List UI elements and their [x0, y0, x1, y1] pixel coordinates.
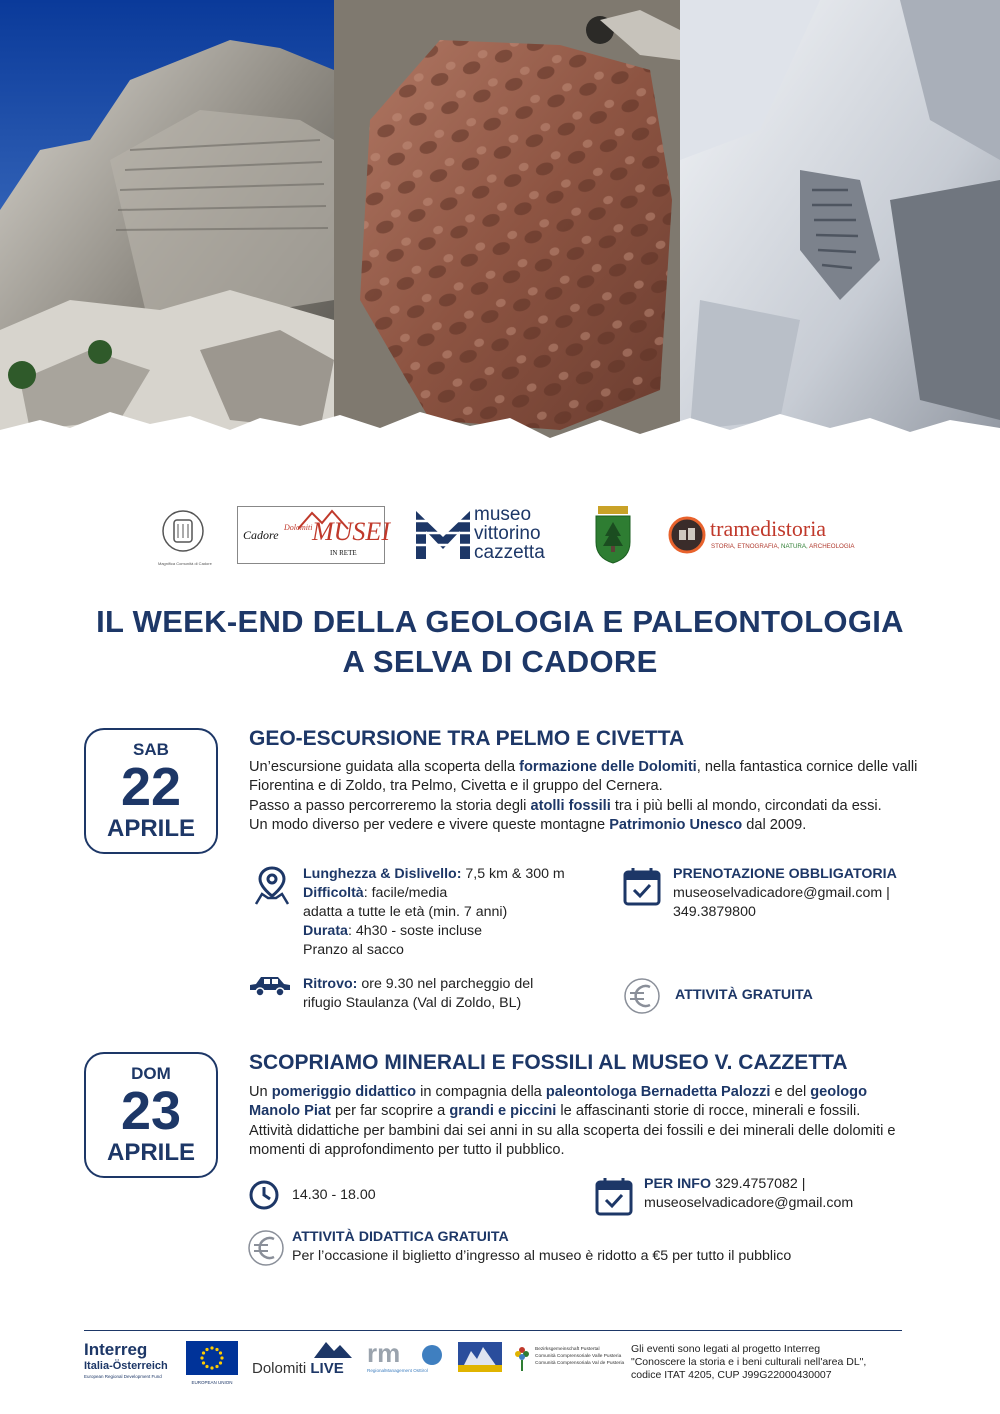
title-line-2: A SELVA DI CADORE — [342, 644, 658, 679]
pustertal-flower-icon — [513, 1344, 531, 1372]
event2-month: APRILE — [106, 1139, 195, 1166]
event2-info-email[interactable]: museoselvadicadore@gmail.com — [644, 1195, 854, 1211]
event2-day-name: DOM — [131, 1064, 171, 1083]
bezirksgemeinschaft-logo: Bezirksgemeinschaft Pustertal Comunità Comprensoriale Valle Pusteria Comunità Comprensoriala Val de Pusteria — [513, 1342, 625, 1376]
interreg-logo: Interreg Italia-Österreich European Regional Development Fund — [84, 1340, 168, 1379]
event1-month: APRILE — [106, 815, 195, 842]
map-pin-icon — [252, 866, 292, 906]
magnifica-comunita-logo: Magnifica Comunità di Cadore — [158, 506, 208, 564]
event1-booking: PRENOTAZIONE OBBLIGATORIA museoselvadicadore@gmail.com | 349.3879800 — [673, 865, 933, 922]
regionalmanagement-logo: rm RegionalManagement Osttirol — [367, 1342, 447, 1376]
euro-icon — [622, 976, 662, 1016]
footer-divider — [84, 1330, 902, 1331]
event2-free: ATTIVITÀ DIDATTICA GRATUITA Per l’occasione il biglietto d’ingresso al museo è ridotto a €5 per tutto il pubblico — [292, 1229, 792, 1264]
event2-heading: SCOPRIAMO MINERALI E FOSSILI AL MUSEO V. CAZZETTA — [249, 1051, 848, 1074]
rm-circle-icon — [421, 1344, 443, 1366]
event1-day-number: 22 — [120, 757, 182, 817]
event1-heading: GEO-ESCURSIONE TRA PELMO E CIVETTA — [249, 727, 685, 750]
page-title — [40, 602, 960, 682]
photo-center — [334, 0, 680, 470]
eu-logo: EUROPEAN UNION — [186, 1341, 238, 1385]
event2-day-number: 23 — [120, 1081, 182, 1141]
eu-flag-icon — [186, 1341, 238, 1375]
dolomiti-live-logo: Dolomiti LIVE — [252, 1342, 356, 1378]
event1-day-name: SAB — [133, 740, 169, 759]
footer-note: Gli eventi sono legati al progetto Interreg "Conoscere la storia e i beni culturali nell'area DL", codice ITAT 4205, CUP J99G22000430007 — [631, 1343, 867, 1381]
museo-m-icon — [414, 507, 472, 563]
event1-booking-email[interactable]: museoselvadicadore@gmail.com | — [673, 885, 890, 901]
event2-description: Un pomeriggio didattico in compagnia della paleontologa Bernadetta Palozzi e del geologo Manolo Piat per far scoprire a grandi e piccini le affascinanti storie di rocce, minerali e fossili. Attività didattiche per bambini dai sei anni in su alla scoperta dei fossili e dei minerali delle dolomiti e momenti di approfondimento per tutto il pubblico. — [249, 1084, 896, 1159]
event1-booking-phone: 349.3879800 — [673, 904, 756, 920]
trame-circle-icon — [668, 516, 706, 554]
clock-icon — [248, 1179, 280, 1211]
event2-time: 14.30 - 18.00 — [292, 1187, 376, 1203]
tramedistoria-logo: tramedistoria STORIA, ETNOGRAFIA, NATURA, ARCHEOLOGIA — [668, 514, 848, 556]
musei-in-rete-logo: Cadore Dolomiti MUSEI IN RETE — [237, 506, 385, 564]
photo-left — [0, 0, 334, 470]
car-icon — [248, 974, 292, 998]
title-line-1: IL WEEK-END DELLA GEOLOGIA E PALEONTOLOGIA — [96, 604, 904, 639]
event2-info: PER INFO 329.4757082 | museoselvadicadore@gmail.com — [644, 1175, 944, 1213]
event1-date-box — [84, 728, 218, 854]
dolomiti-mountain-icon — [314, 1342, 352, 1358]
photo-right — [680, 0, 1000, 470]
event2-date-box — [84, 1052, 218, 1178]
crest-icon — [158, 506, 208, 556]
header-photo-strip — [0, 0, 1000, 470]
selva-coat-of-arms-icon — [592, 506, 634, 564]
region-crest-icon — [457, 1341, 503, 1373]
event1-description: Un’escursione guidata alla scoperta della formazione delle Dolomiti, nella fantastica cornice delle valli Fiorentina e di Zoldo, tra Pelmo, Civetta e il gruppo del Cernera. Passo a passo percorreremo la storia degli atolli fossili tra i più belli al mondo, circondati da essi. Un modo diverso per vedere e vivere queste montagne Patrimonio Unesco dal 2009. — [249, 759, 918, 834]
calendar-check-icon — [594, 1176, 634, 1216]
museo-cazzetta-logo: museo vittorino cazzetta — [414, 505, 564, 565]
calendar-check-icon — [622, 866, 662, 906]
event1-meeting-point: Ritrovo: ore 9.30 nel parcheggio del rifugio Staulanza (Val di Zoldo, BL) — [303, 976, 534, 1011]
euro-icon — [246, 1228, 286, 1268]
event1-free-label: ATTIVITÀ GRATUITA — [675, 987, 813, 1003]
event1-details: Lunghezza & Dislivello: 7,5 km & 300 m Difficoltà: facile/media adatta a tutte le età (min. 7 anni) Durata: 4h30 - soste incluse Pranzo al sacco — [303, 866, 565, 958]
